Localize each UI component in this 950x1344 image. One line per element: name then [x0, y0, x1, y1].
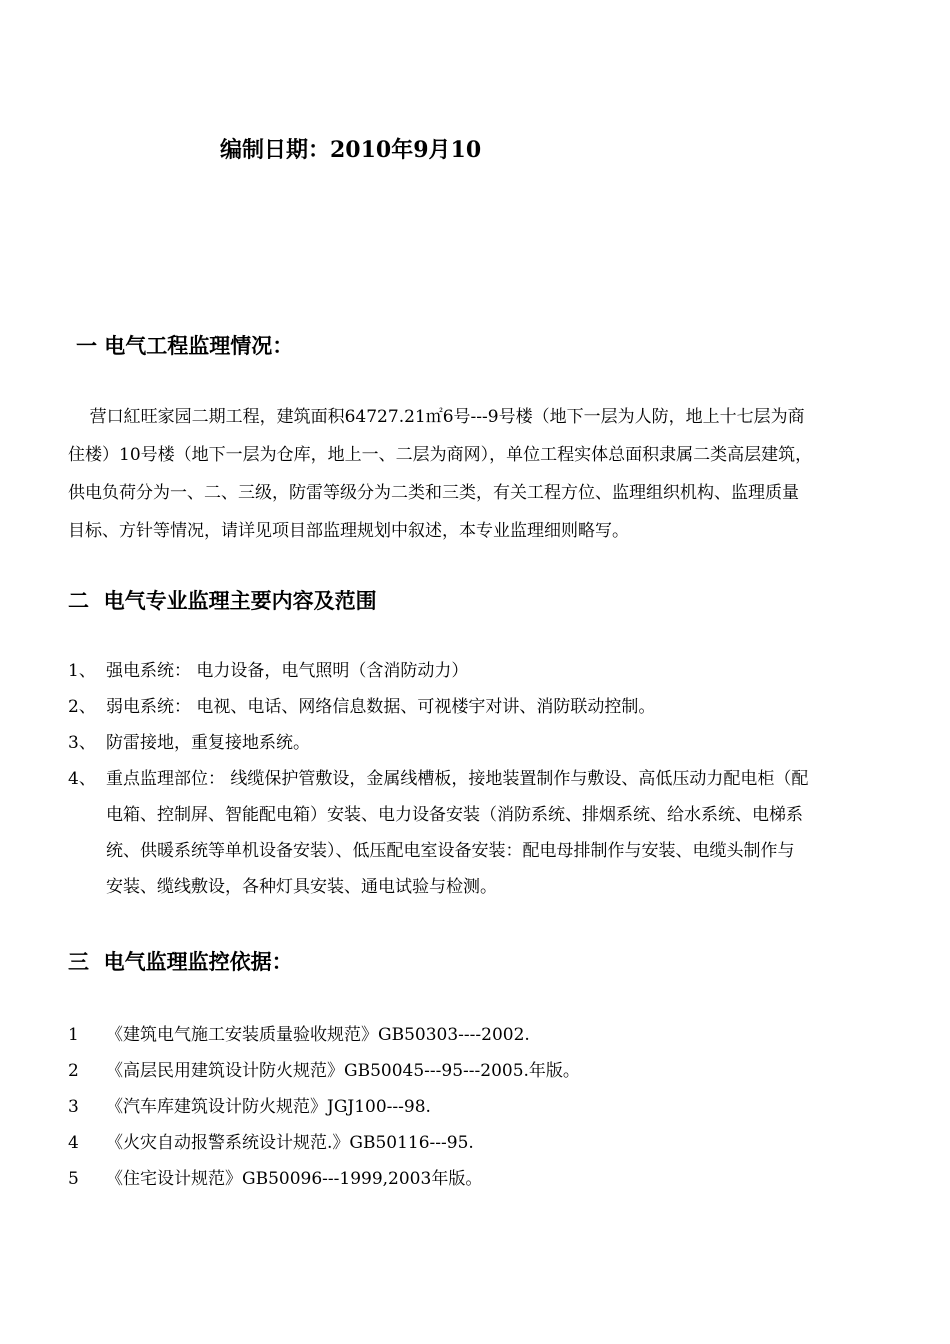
item-number: 1、 [68, 661, 96, 681]
paragraph-line: 目标、方针等情况，请详见项目部监理规划中叙述，本专业监理细则略写。 [68, 521, 629, 541]
section2-heading: 二 电气专业监理主要内容及范围 [68, 588, 377, 613]
item-text: 《住宅设计规范》GB50096---1999,2003年版。 [106, 1169, 483, 1189]
item-text: 《高层民用建筑设计防火规范》GB50045---95---2005.年版。 [106, 1061, 580, 1081]
item-text: 《火灾自动报警系统设计规范.》GB50116---95. [106, 1133, 474, 1153]
item-text-line: 电箱、控制屏、智能配电箱）安装、电力设备安装（消防系统、排烟系统、给水系统、电梯系 [106, 805, 803, 825]
paragraph-line: 供电负荷分为一、二、三级，防雷等级分为二类和三类，有关工程方位、监理组织机构、监理质量 [68, 483, 799, 503]
item-text: 强电系统： 电力设备，电气照明（含消防动力） [106, 661, 469, 681]
item-text [106, 761, 808, 905]
item-number: 5 [68, 1169, 79, 1189]
item-number: 3 [68, 1097, 79, 1117]
item-number: 1 [68, 1025, 79, 1045]
item-text-line: 统、供暖系统等单机设备安装）、低压配电室设备安装：配电母排制作与安装、电缆头制作与 [106, 841, 795, 861]
item-number: 2 [68, 1061, 79, 1081]
item-number: 3、 [68, 733, 96, 753]
paragraph-line: 营口紅旺家园二期工程，建筑面积64727.21㎡6号---9号楼（地下一层为人防，地上十七层为商 [68, 407, 805, 427]
section1-paragraph [68, 398, 908, 550]
compile-date: 编制日期：2010年9月10 [220, 137, 482, 163]
paragraph-line: 住楼）10号楼（地下一层为仓库，地上一、二层为商网），单位工程实体总面积隶属二类高层建筑， [68, 445, 813, 465]
section3-heading: 三 电气监理监控依据： [68, 949, 293, 974]
item-text: 《汽车库建筑设计防火规范》JGJ100---98. [106, 1097, 431, 1117]
item-text: 防雷接地，重复接地系统。 [106, 733, 310, 753]
item-text: 弱电系统： 电视、电话、网络信息数据、可视楼宇对讲、消防联动控制。 [106, 697, 656, 717]
item-text-line: 重点监理部位： 线缆保护管敷设，金属线槽板，接地装置制作与敷设、高低压动力配电柜（配 [106, 769, 809, 789]
item-text: 《建筑电气施工安装质量验收规范》GB50303----2002. [106, 1025, 530, 1045]
item-number: 4、 [68, 769, 96, 789]
item-text-line: 安装、缆线敷设，各种灯具安装、通电试验与检测。 [106, 877, 497, 897]
item-number: 4 [68, 1133, 79, 1153]
section1-heading: 一 电气工程监理情况： [76, 333, 294, 358]
item-number: 2、 [68, 697, 96, 717]
